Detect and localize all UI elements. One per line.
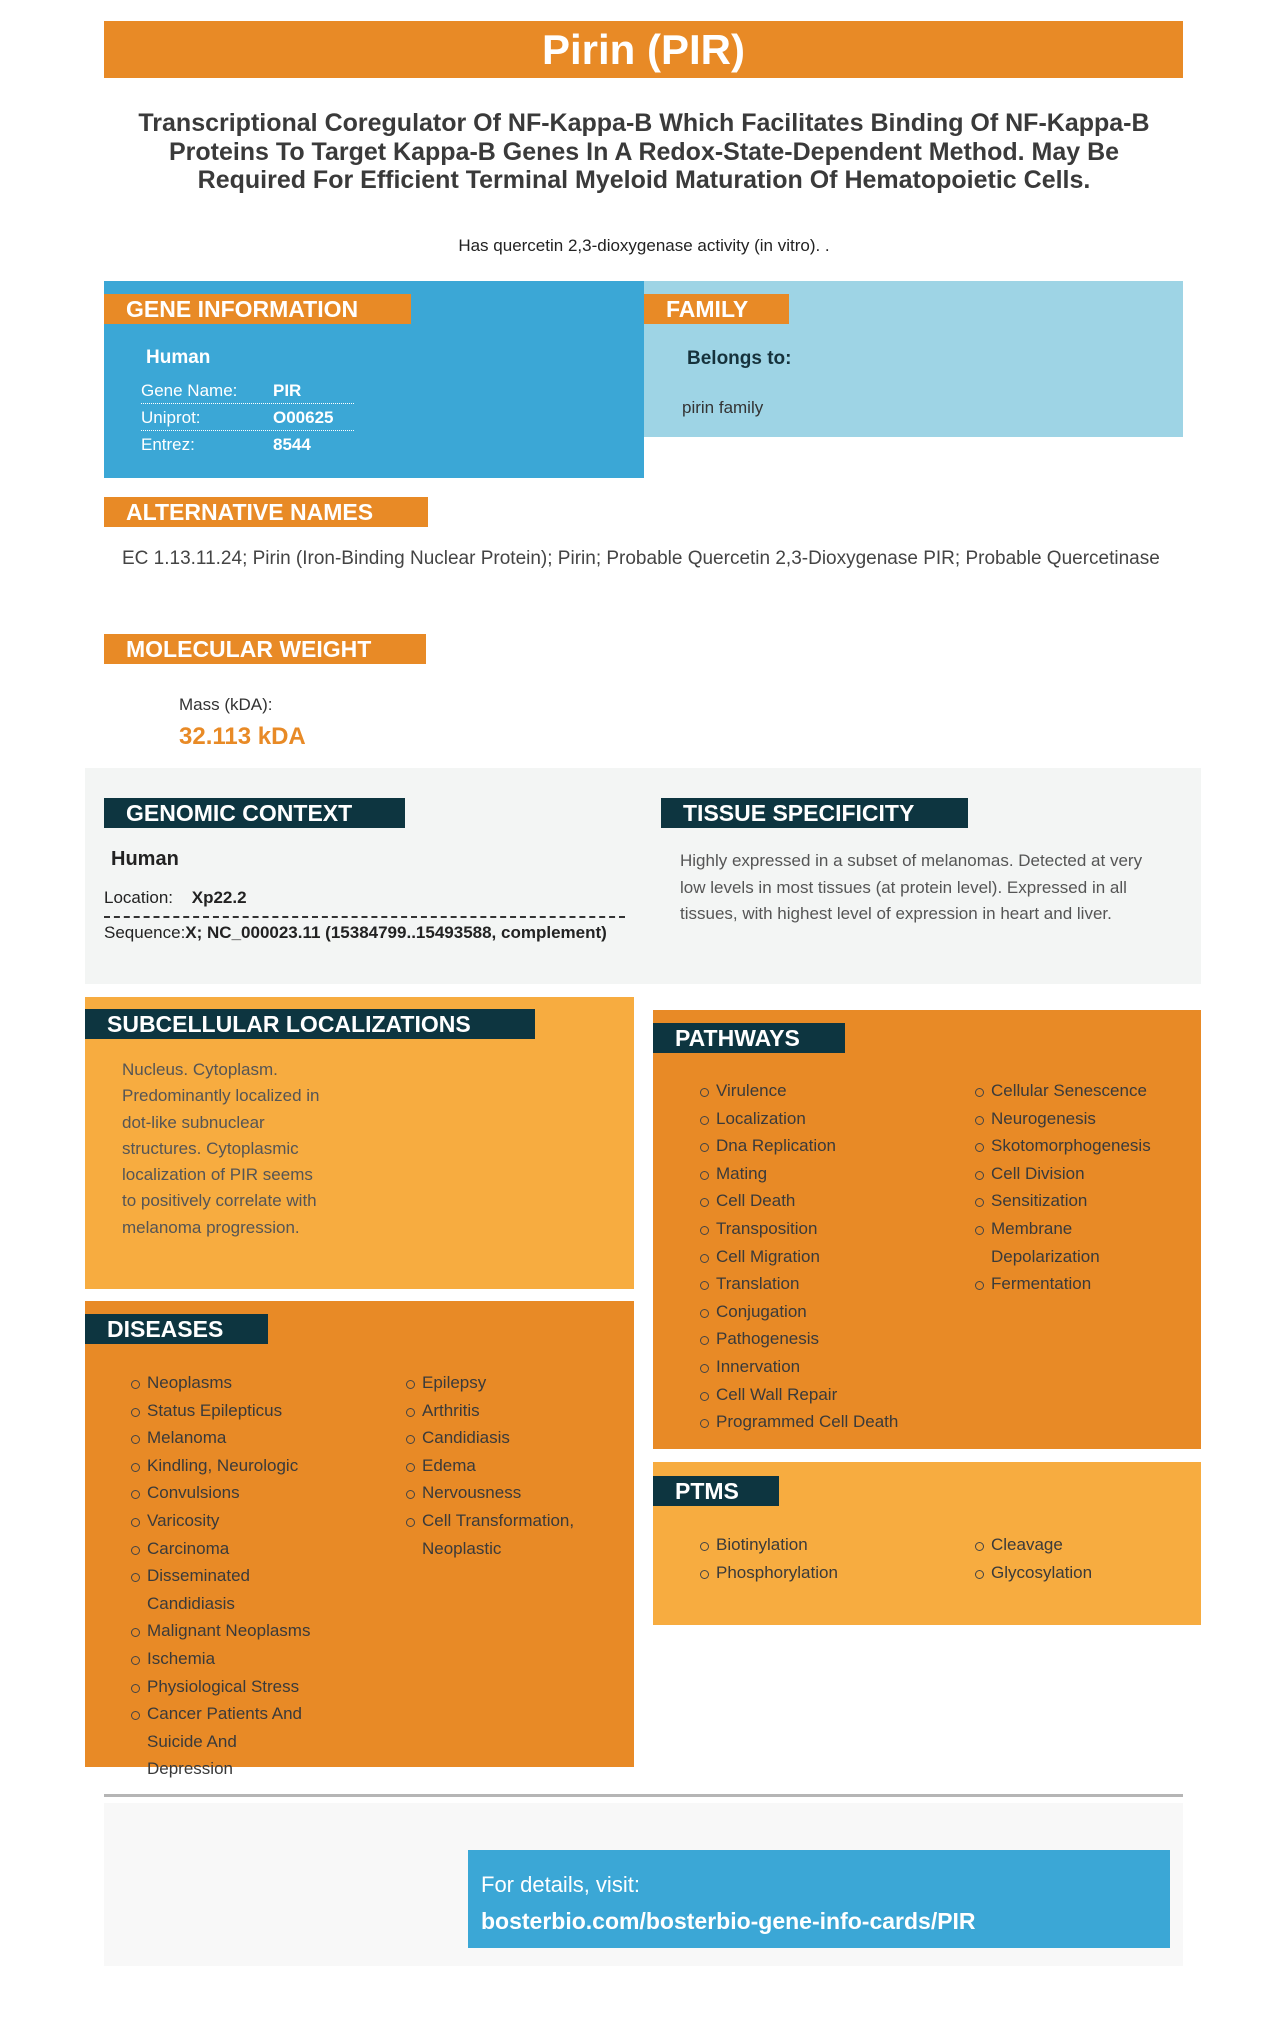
sequence-row bbox=[104, 921, 607, 945]
ptms-heading: PTMS bbox=[653, 1476, 779, 1506]
ptms-list-right bbox=[975, 1531, 1169, 1586]
ptms-panel bbox=[653, 1462, 1201, 1625]
gene-information-heading: GENE INFORMATION bbox=[104, 294, 411, 324]
mass-value: 32.113 kDA bbox=[179, 723, 306, 750]
gene-organism: Human bbox=[146, 347, 211, 368]
sequence-value: X; NC_000023.11 (15384799..15493588, complement) bbox=[185, 923, 607, 942]
footer-divider bbox=[104, 1794, 1183, 1797]
list-item: Skotomorphogenesis bbox=[975, 1132, 1169, 1160]
list-item: Translation bbox=[700, 1270, 960, 1298]
list-item: Malignant Neoplasms bbox=[131, 1617, 327, 1645]
uniprot-row bbox=[141, 404, 354, 431]
list-item: Phosphorylation bbox=[700, 1559, 960, 1587]
list-item: Localization bbox=[700, 1105, 960, 1133]
pathways-heading: PATHWAYS bbox=[653, 1023, 845, 1053]
list-item: Arthritis bbox=[406, 1397, 602, 1425]
gene-information-panel bbox=[104, 281, 644, 478]
uniprot-label: Uniprot: bbox=[141, 408, 201, 427]
alternative-names-heading: ALTERNATIVE NAMES bbox=[104, 497, 428, 527]
list-item: Neoplasms bbox=[131, 1369, 327, 1397]
subcellular-text: Nucleus. Cytoplasm. Predominantly localized in dot-like subnuclear structures. Cytoplasmic localization of PIR seems to positively correlate with melanoma progression. bbox=[122, 1060, 320, 1237]
diseases-heading: DISEASES bbox=[85, 1314, 268, 1344]
pathways-list-right bbox=[975, 1077, 1169, 1298]
location-value: Xp22.2 bbox=[191, 888, 247, 907]
list-item: Edema bbox=[406, 1452, 602, 1480]
dashed-divider bbox=[104, 916, 625, 918]
list-item: Membrane Depolarization bbox=[975, 1215, 1169, 1270]
subcellular-panel bbox=[85, 997, 634, 1289]
list-item: Ischemia bbox=[131, 1645, 327, 1673]
list-item: Disseminated Candidiasis bbox=[131, 1562, 327, 1617]
family-panel bbox=[644, 281, 1183, 437]
list-item: Cellular Senescence bbox=[975, 1077, 1169, 1105]
gene-name-label: Gene Name: bbox=[141, 381, 238, 400]
ptms-list-left bbox=[700, 1531, 960, 1586]
tissue-specificity-text: Highly expressed in a subset of melanomas. Detected at very low levels in most tissues (at protein level). Expressed in all tissues, with highest level of expression in heart and liver. bbox=[680, 851, 1143, 923]
family-heading: FAMILY bbox=[644, 294, 789, 324]
list-item: Conjugation bbox=[700, 1298, 960, 1326]
list-item: Nervousness bbox=[406, 1479, 602, 1507]
list-item: Sensitization bbox=[975, 1187, 1169, 1215]
gene-name-value: PIR bbox=[273, 381, 302, 400]
tissue-specificity-heading: TISSUE SPECIFICITY bbox=[661, 798, 968, 828]
location-row bbox=[104, 886, 247, 910]
mass-label: Mass (kDA): bbox=[179, 695, 273, 714]
list-item: Cleavage bbox=[975, 1531, 1169, 1559]
gene-name-row bbox=[141, 377, 354, 404]
list-item: Innervation bbox=[700, 1353, 960, 1381]
list-item: Glycosylation bbox=[975, 1559, 1169, 1587]
list-item: Biotinylation bbox=[700, 1531, 960, 1559]
details-label: For details, visit: bbox=[481, 1872, 640, 1897]
alternative-names-text: EC 1.13.11.24; Pirin (Iron-Binding Nuclear Protein); Pirin; Probable Quercetin 2,3-Dioxygenase PIR; Probable Quercetinase bbox=[122, 548, 1160, 569]
list-item: Mating bbox=[700, 1160, 960, 1188]
list-item: Fermentation bbox=[975, 1270, 1169, 1298]
list-item: Cancer Patients And Suicide And Depression bbox=[131, 1700, 327, 1783]
belongs-to-label: Belongs to: bbox=[687, 348, 792, 369]
list-item: Melanoma bbox=[131, 1424, 327, 1452]
diseases-panel bbox=[85, 1301, 634, 1779]
activity-note: Has quercetin 2,3-dioxygenase activity (in vitro). . bbox=[458, 236, 830, 255]
diseases-list-left bbox=[131, 1369, 327, 1783]
list-item: Dna Replication bbox=[700, 1132, 960, 1160]
family-value: pirin family bbox=[682, 398, 764, 417]
page-title: Pirin (PIR) bbox=[541, 26, 745, 73]
list-item: Physiological Stress bbox=[131, 1673, 327, 1701]
list-item: Programmed Cell Death bbox=[700, 1408, 960, 1436]
entrez-value: 8544 bbox=[273, 435, 311, 454]
subcellular-heading: SUBCELLULAR LOCALIZATIONS bbox=[85, 1009, 535, 1039]
list-item: Convulsions bbox=[131, 1479, 327, 1507]
entrez-row bbox=[141, 431, 354, 458]
list-item: Cell Migration bbox=[700, 1243, 960, 1271]
list-item: Epilepsy bbox=[406, 1369, 602, 1397]
list-item: Kindling, Neurologic bbox=[131, 1452, 327, 1480]
protein-summary: Transcriptional Coregulator Of NF-Kappa-B Which Facilitates Binding Of NF-Kappa-B Proteins To Target Kappa-B Genes In A Redox-State-Dependent Method. May Be Required For Efficient Terminal Myeloid Maturation Of Hematopoietic Cells. bbox=[138, 109, 1150, 194]
list-item: Candidiasis bbox=[406, 1424, 602, 1452]
list-item: Transposition bbox=[700, 1215, 960, 1243]
uniprot-value: O00625 bbox=[273, 408, 334, 427]
list-item: Neurogenesis bbox=[975, 1105, 1169, 1133]
list-item: Carcinoma bbox=[131, 1535, 327, 1563]
list-item: Virulence bbox=[700, 1077, 960, 1105]
list-item: Varicosity bbox=[131, 1507, 327, 1535]
location-label: Location: bbox=[104, 888, 173, 907]
pathways-list-left bbox=[700, 1077, 960, 1436]
list-item: Cell Division bbox=[975, 1160, 1169, 1188]
genomic-organism: Human bbox=[111, 848, 179, 870]
details-box bbox=[468, 1850, 1170, 1948]
diseases-list-right bbox=[406, 1369, 602, 1562]
list-item: Status Epilepticus bbox=[131, 1397, 327, 1425]
sequence-label: Sequence: bbox=[104, 923, 186, 942]
molecular-weight-heading: MOLECULAR WEIGHT bbox=[104, 634, 426, 664]
pathways-panel bbox=[653, 1010, 1201, 1449]
entrez-label: Entrez: bbox=[141, 435, 195, 454]
genomic-context-heading: GENOMIC CONTEXT bbox=[104, 798, 405, 828]
title-bar bbox=[104, 21, 1183, 78]
list-item: Cell Wall Repair bbox=[700, 1381, 960, 1409]
details-link[interactable]: bosterbio.com/bosterbio-gene-info-cards/PIR bbox=[481, 1908, 976, 1934]
list-item: Cell Death bbox=[700, 1187, 960, 1215]
list-item: Pathogenesis bbox=[700, 1325, 960, 1353]
list-item: Cell Transformation, Neoplastic bbox=[406, 1507, 602, 1562]
